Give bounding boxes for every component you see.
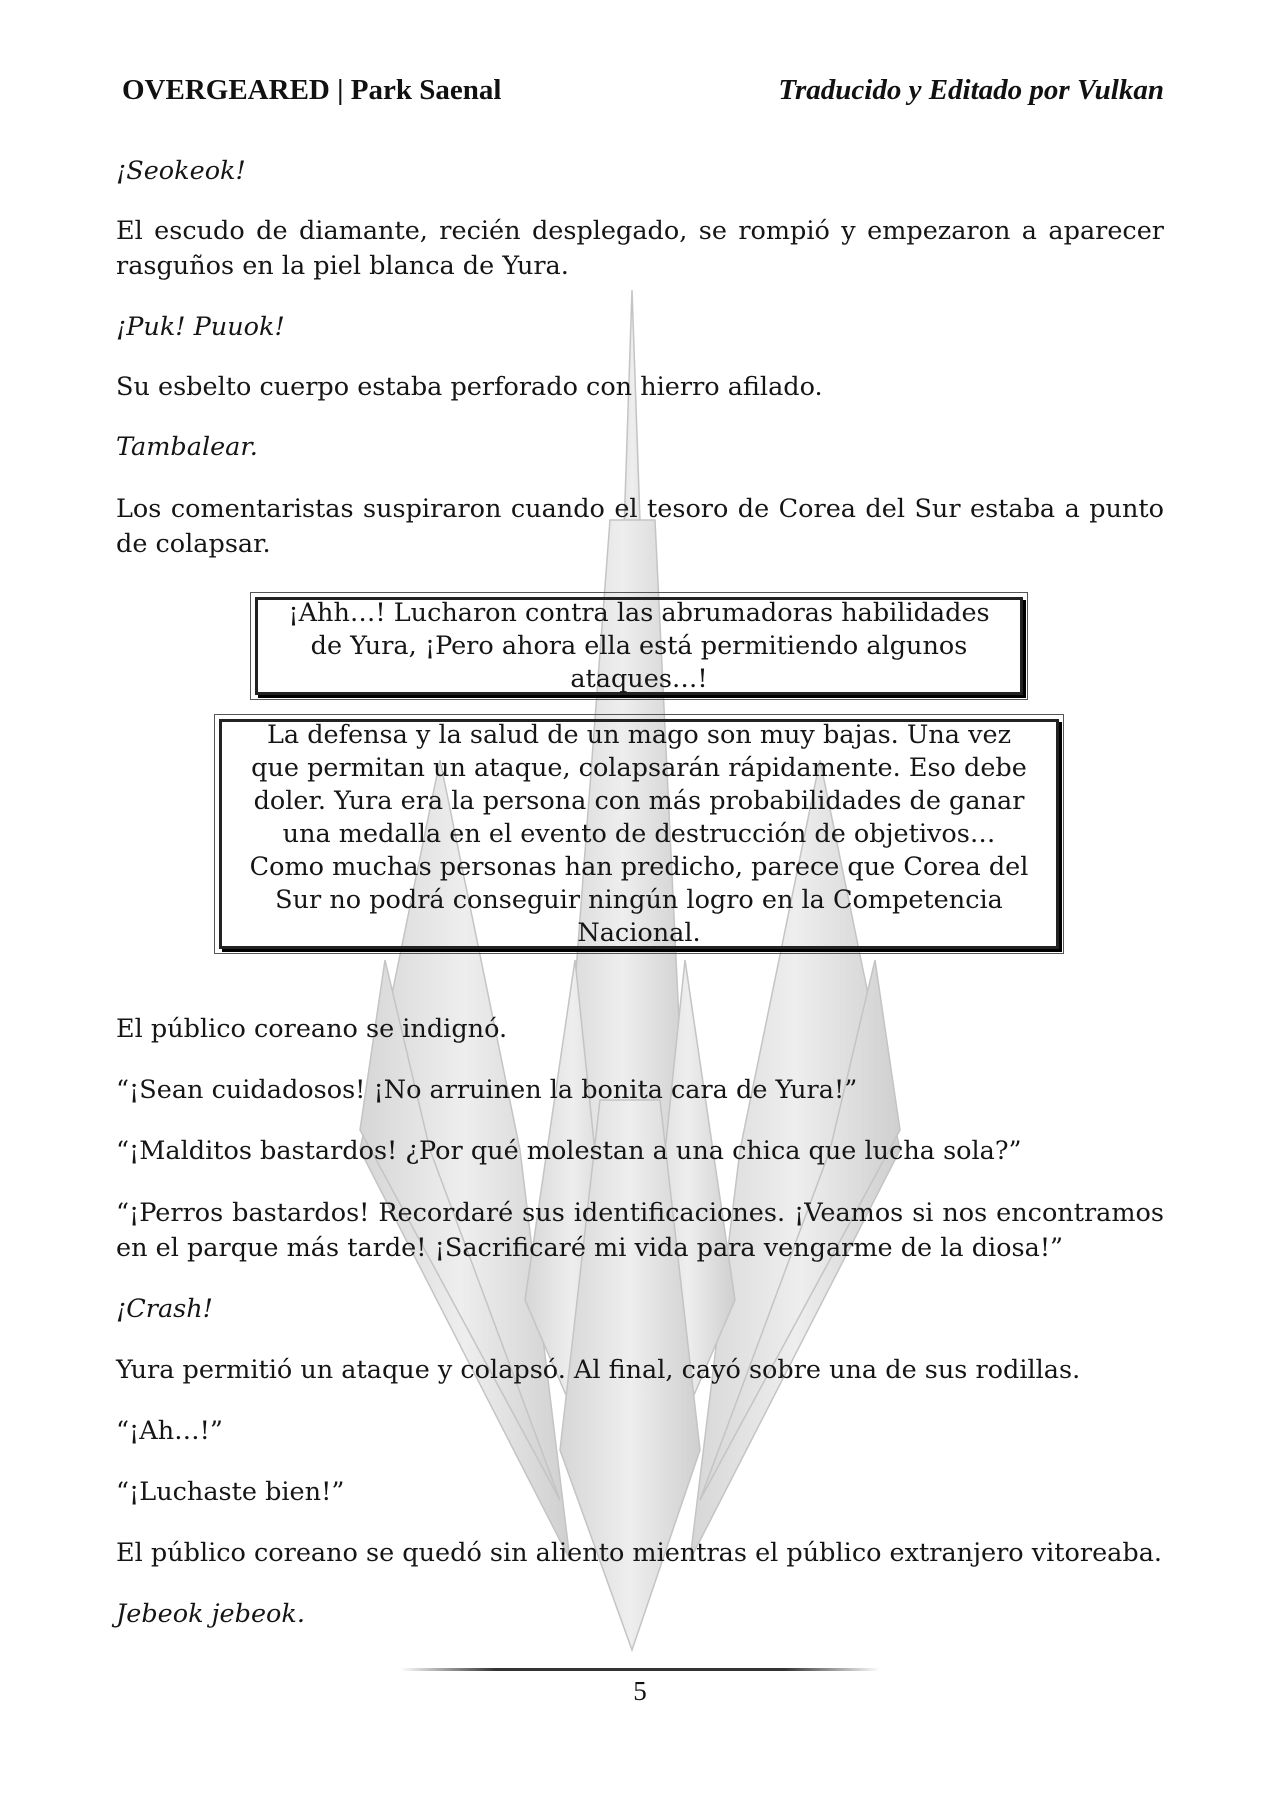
header-book-title: OVERGEARED | Park Saenal (122, 74, 502, 106)
paragraph: Tambalear. (116, 432, 258, 462)
paragraph: El escudo de diamante, recién desplegado, se rompió y empezaron a aparecer rasguños en la piel blanca de Yura. (116, 216, 1164, 281)
paragraph: ¡Puk! Puuok! (116, 312, 285, 342)
paragraph: ¡Seokeok! (116, 156, 246, 186)
paragraph: ¡Crash! (116, 1294, 213, 1324)
paragraph: “¡Ah…!” (116, 1416, 223, 1446)
paragraph: El público coreano se quedó sin aliento mientras el público extranjero vitoreaba. (116, 1538, 1163, 1568)
paragraph: “¡Sean cuidadosos! ¡No arruinen la bonita cara de Yura!” (116, 1075, 858, 1105)
page-header (122, 74, 1164, 114)
commentary-box: La defensa y la salud de un mago son muy bajas. Una vez que permitan un ataque, colapsarán rápidamente. Eso debe doler. Yura era la persona con más probabilidades de ganar una medalla en el evento de destrucción de objetivos… Como muchas personas han predicho, parece que Corea del Sur no podrá conseguir ningún logro en la Competencia Nacional. (219, 719, 1059, 949)
paragraph: Su esbelto cuerpo estaba perforado con hierro afilado. (116, 372, 823, 402)
paragraph: Yura permitió un ataque y colapsó. Al final, cayó sobre una de sus rodillas. (116, 1355, 1081, 1385)
page-number: 5 (633, 1676, 647, 1706)
paragraph: Jebeok jebeok. (116, 1599, 305, 1629)
paragraph: “¡Malditos bastardos! ¿Por qué molestan a una chica que lucha sola?” (116, 1136, 1022, 1166)
header-translator-credit: Traducido y Editado por Vulkan (778, 74, 1164, 106)
paragraph: Los comentaristas suspiraron cuando el tesoro de Corea del Sur estaba a punto de colapsar. (116, 494, 1164, 559)
commentary-box: ¡Ahh…! Lucharon contra las abrumadoras habilidades de Yura, ¡Pero ahora ella está permitiendo algunos ataques…! (255, 597, 1023, 695)
paragraph: “¡Luchaste bien!” (116, 1477, 345, 1507)
paragraph: “¡Perros bastardos! Recordaré sus identificaciones. ¡Veamos si nos encontramos en el parque más tarde! ¡Sacrificaré mi vida para vengarme de la diosa!” (116, 1198, 1164, 1263)
footer-divider (400, 1668, 880, 1671)
paragraph: El público coreano se indignó. (116, 1014, 508, 1044)
